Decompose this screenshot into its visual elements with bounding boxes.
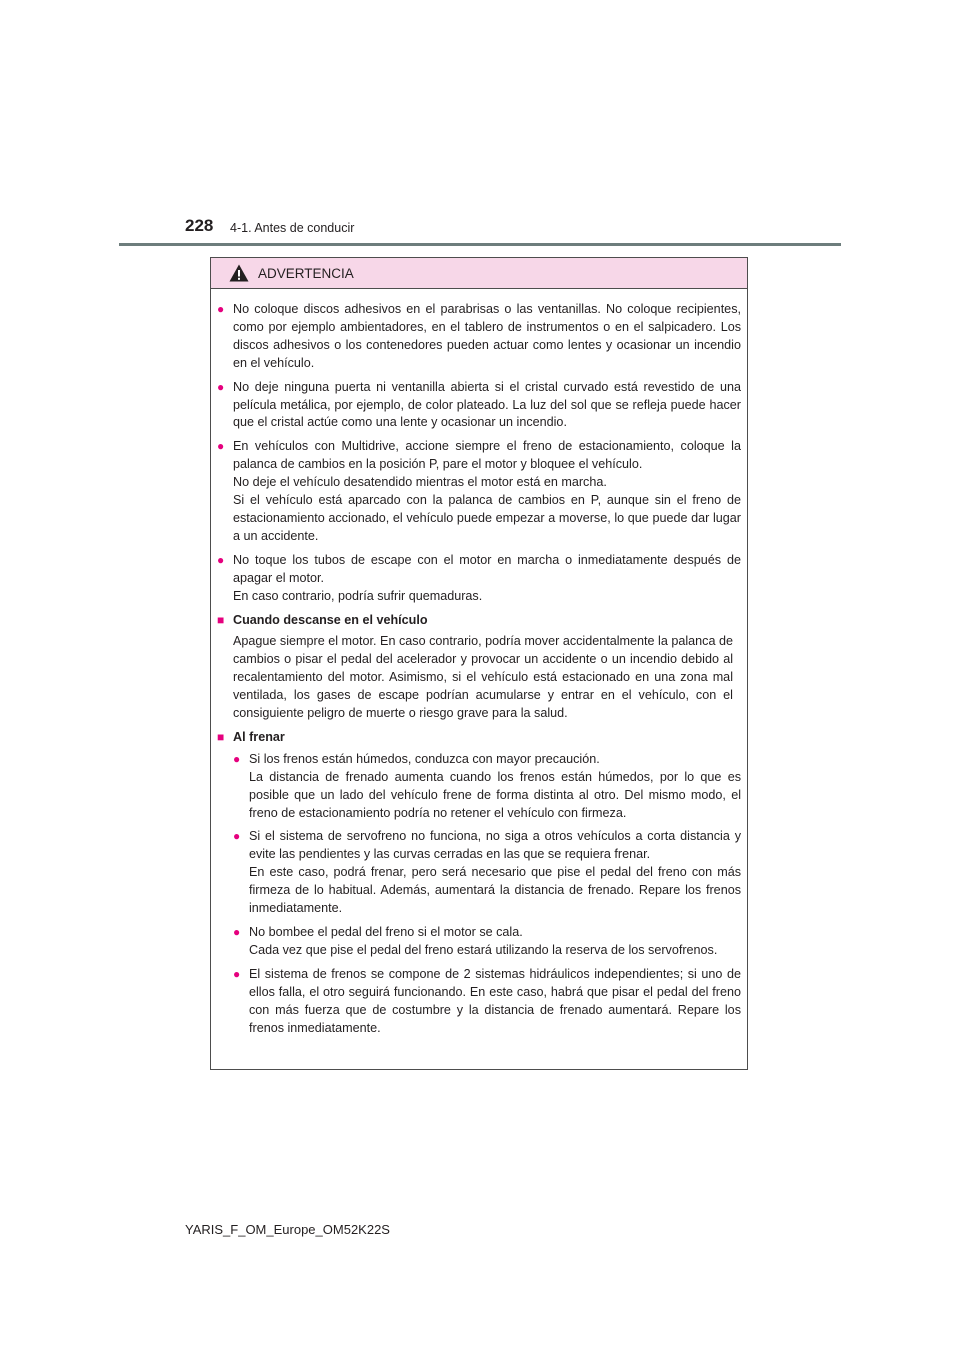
warning-body (211, 289, 747, 1037)
warning-bullet (217, 438, 741, 545)
footer-model-code: YARIS_F_OM_Europe_OM52K22S (185, 1222, 390, 1237)
square-bullet-icon: ■ (217, 612, 225, 627)
warning-bullet (233, 751, 741, 823)
section-title: 4-1. Antes de conducir (230, 221, 355, 235)
bullet-text: No coloque discos adhesivos en el parabrisas o las ventanillas. No coloque recipientes, como por ejemplo ambientadores, en el tablero de instrumentos o en el salpicadero. Los discos adhesivos o los contenedores pueden actuar como lentes y ocasionar un incendio en el vehículo. (233, 302, 741, 370)
section-body: Apague siempre el motor. En caso contrario, podría mover accidentalmente la palanca de cambios o pisar el pedal del acelerador y provocar un accidente o un incendio debido al recalentamiento del motor. Asimismo, si el vehículo está estacionado en una zona mal ventilada, los gases de escape podrían acumularse y entrar en el vehículo, con el consiguiente peligro de muerte o riesgo grave para la salud. (233, 634, 733, 721)
bullet-text: No toque los tubos de escape con el motor en marcha o inmediatamente después de apagar el motor. (233, 552, 741, 585)
section-heading-text: Cuando descanse en el vehículo (233, 612, 428, 627)
section-bullets (217, 751, 741, 1038)
warning-bullet (233, 966, 741, 1038)
square-bullet-icon: ■ (217, 729, 225, 744)
bullet-text: El sistema de frenos se compone de 2 sistemas hidráulicos independientes; si uno de ellos falla, el otro seguirá funcionando. En este caso, habrá que pisar el pedal del freno con más fuerza que de costumbre y la distancia de frenado aumentará. Repare los frenos inmediatamente. (249, 966, 741, 1035)
bullet-circle-icon: ● (233, 966, 241, 981)
header-rule (119, 243, 841, 246)
warning-triangle-icon (229, 264, 249, 282)
bullet-text: Si los frenos están húmedos, conduzca con mayor precaución. (249, 751, 600, 766)
bullet-text: No deje ninguna puerta ni ventanilla abierta si el cristal curvado está revestido de una película metálica, por ejemplo, de color plateado. La luz del sol que se refleja puede hacer que el cristal actúe como una lente y ocasionar un incendio. (233, 379, 741, 430)
page-number: 228 (185, 216, 214, 235)
section-braking (217, 729, 741, 1038)
bullet-circle-icon: ● (217, 302, 225, 316)
bullet-circle-icon: ● (233, 925, 241, 939)
section-heading (217, 729, 741, 747)
bullet-circle-icon: ● (233, 829, 241, 844)
bullet-circle-icon: ● (217, 379, 225, 394)
bullet-text: En vehículos con Multidrive, accione siempre el freno de estacionamiento, coloque la palanca de cambios en la posición P, pare el motor y bloquee el vehículo. (233, 439, 741, 472)
warning-header (211, 258, 747, 289)
warning-title: ADVERTENCIA (258, 265, 354, 281)
bullet-text: No deje el vehículo desatendido mientras el motor está en marcha. (233, 475, 607, 490)
bullet-circle-icon: ● (217, 439, 225, 454)
bullet-text: No bombee el pedal del freno si el motor se cala. (249, 925, 523, 939)
warning-bullet (217, 552, 741, 606)
bullet-circle-icon: ● (217, 552, 225, 567)
bullet-text: En este caso, podrá frenar, pero será necesario que pise el pedal del freno con más firmeza de lo habitual. Además, aumentará la distancia de frenado. Repare los frenos inmediatamente. (249, 865, 741, 916)
bullet-text: Si el sistema de servofreno no funciona, no siga a otros vehículos a corta distancia y evite las pendientes y las curvas cerradas en las que se requiera frenar. (249, 829, 741, 862)
bullet-text: La distancia de frenado aumenta cuando los frenos están húmedos, por lo que es posible que un lado del vehículo frene de forma distinta al otro. Del mismo modo, el freno de estacionamiento podría no retener el vehículo con firmeza. (249, 769, 741, 820)
warning-bullet (233, 828, 741, 918)
bullet-text: Cada vez que pise el pedal del freno estará utilizando la reserva de los servofrenos. (249, 942, 718, 957)
warning-box (210, 257, 748, 1070)
warning-bullet (233, 924, 741, 960)
section-heading (217, 612, 741, 630)
bullet-circle-icon: ● (233, 751, 241, 766)
section-resting (217, 612, 741, 723)
bullet-text: Si el vehículo está aparcado con la palanca de cambios en P, aunque sin el freno de estacionamiento accionado, el vehículo puede empezar a moverse, lo que puede dar lugar a un accidente. (233, 493, 741, 543)
section-heading-text: Al frenar (233, 729, 285, 744)
warning-bullet (217, 301, 741, 373)
warning-bullet (217, 379, 741, 433)
bullet-text: En caso contrario, podría sufrir quemaduras. (233, 588, 483, 603)
